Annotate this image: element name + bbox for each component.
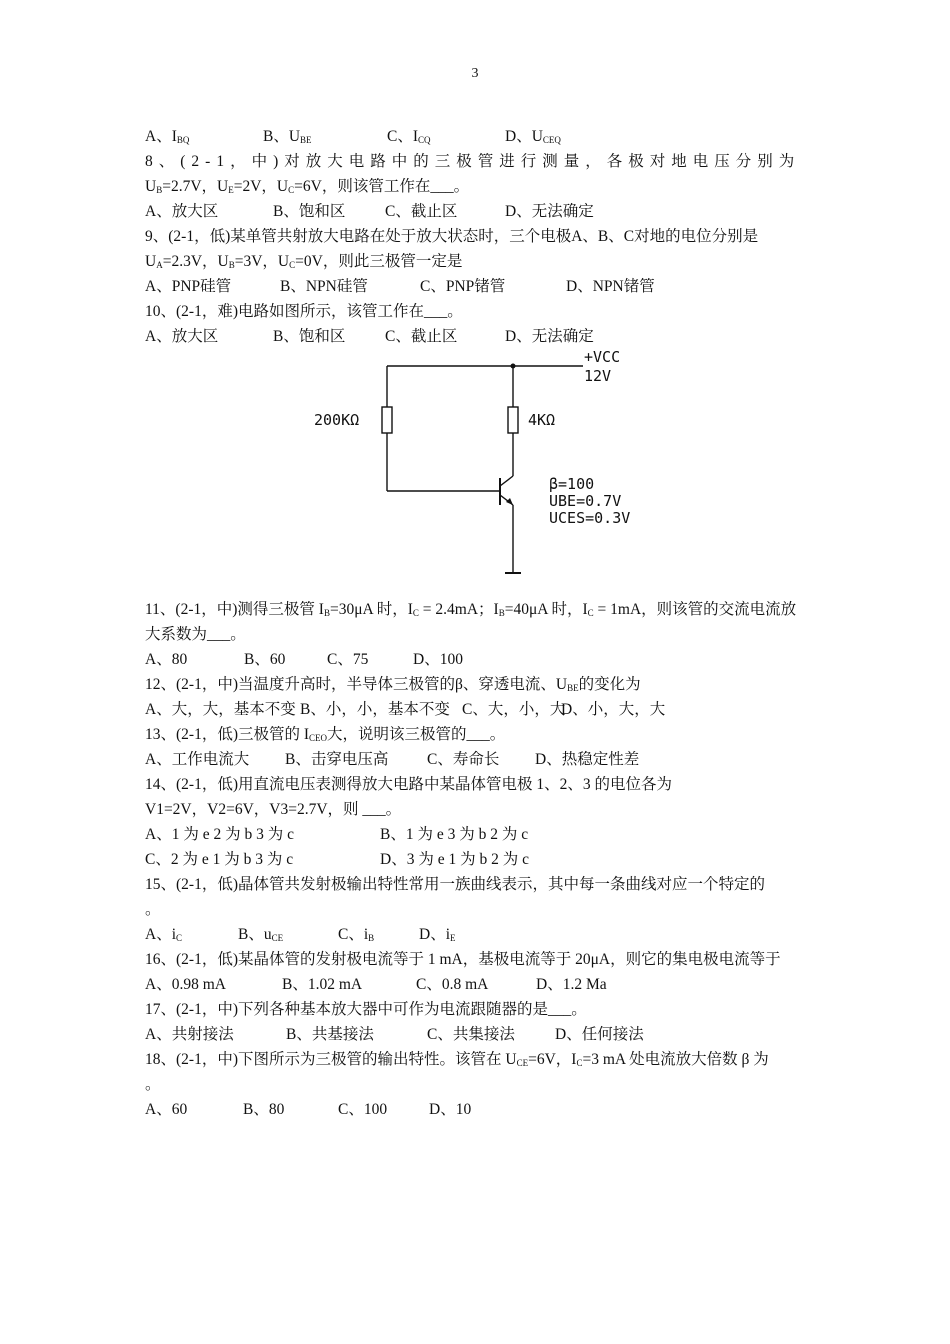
q18-option-a: A、60: [145, 1101, 188, 1118]
q15-option-b: B、$u_{CE}$: [238, 926, 284, 943]
q15-stem-line1: 15、(2-1，低)晶体管共发射极输出特性常用一族曲线表示，其中每一条曲线对应一个特定的: [145, 876, 765, 893]
q7-option-b: B、$U_{BE}$: [263, 128, 312, 145]
q11-option-c: C、75: [327, 651, 369, 668]
q8-option-d: D、无法确定: [505, 203, 594, 220]
q13-option-b: B、击穿电压高: [285, 751, 389, 768]
q15-option-d: D、$i_E$: [419, 926, 456, 943]
q12-stem: 12、(2-1，中)当温度升高时，半导体三极管的β、穿透电流、$U_{BE}$的变化为: [145, 676, 641, 693]
q18-option-b: B、80: [243, 1101, 285, 1118]
q8-stem-line1: 8、(2-1，中)对放大电路中的三极管进行测量，各极对地电压分别为: [145, 153, 801, 170]
q8-stem-line2: $U_B=2.7V$，$U_E=2V$，$U_C=6V$，则该管工作在___。: [145, 178, 470, 195]
q14-option-b: B、1 为 e 3 为 b 2 为 c: [380, 826, 529, 843]
q18-option-d: D、10: [429, 1101, 472, 1118]
q12-option-b: B、小，小，基本不变: [300, 701, 450, 718]
q7-option-c: C、$I_{CQ}$: [387, 128, 431, 145]
q17-option-b: B、共基接法: [286, 1026, 374, 1043]
q17-option-c: C、共集接法: [427, 1026, 515, 1043]
q17-options: [145, 1022, 807, 1047]
transistor-collector: [500, 476, 513, 486]
rc-resistor: [508, 407, 518, 433]
q7-option-d: D、$U_{CEQ}$: [505, 128, 561, 145]
q13-stem: 13、(2-1，低)三极管的 $I_{CEO}$大，说明该三极管的___。: [145, 726, 506, 743]
q7-option-a: A、$I_{BQ}$: [145, 128, 190, 145]
q11-stem-line1: 11、(2-1，中)测得三极管 $I_B=30\mu A$ 时，$I_C = 2.4mA$；$I_B=40\mu A$ 时，$I_C = 1mA$，则该管的交流电流放: [145, 601, 797, 618]
emitter-arrow: [506, 498, 513, 505]
q16-options: [145, 972, 807, 997]
q8-option-a: A、放大区: [145, 203, 219, 220]
q11-option-b: B、60: [244, 651, 286, 668]
uces-label: UCES=0.3V: [549, 509, 631, 527]
q18-stem-line1: 18、(2-1，中)下图所示为三极管的输出特性。该管在 $U_{CE}=6V$，$I_C=3$ mA 处电流放大倍数 β 为: [145, 1051, 769, 1068]
rb-label: 200KΩ: [314, 411, 360, 429]
q8-options: [145, 199, 807, 224]
q9-option-c: C、PNP锗管: [420, 278, 506, 295]
q11-stem-line2: 大系数为___。: [145, 626, 246, 643]
q8-option-b: B、饱和区: [273, 203, 346, 220]
q16-stem: 16、(2-1，低)某晶体管的发射极电流等于 1 mA，基极电流等于 20μA，则它的集电极电流等于: [145, 951, 781, 968]
q18-stem-line2: 。: [145, 1076, 161, 1093]
q17-stem: 17、(2-1，中)下列各种基本放大器中可作为电流跟随器的是___。: [145, 1001, 587, 1018]
q9-option-b: B、NPN硅管: [280, 278, 368, 295]
q10-option-b: B、饱和区: [273, 328, 346, 345]
q12-option-c: C、大，小，大: [462, 701, 566, 718]
q13-option-a: A、工作电流大: [145, 751, 250, 768]
q9-stem-line1: 9、(2-1，低)某单管共射放大电路在处于放大状态时，三个电极A、B、C对地的电位分别是: [145, 228, 759, 245]
q14-stem-line1: 14、(2-1，低)用直流电压表测得放大电路中某晶体管电极 1、2、3 的电位各为: [145, 776, 672, 793]
q12-options: [145, 697, 807, 722]
rc-label: 4KΩ: [528, 411, 556, 429]
beta-label: β=100: [549, 475, 595, 493]
rb-resistor: [382, 407, 392, 433]
q9-option-a: A、PNP硅管: [145, 278, 232, 295]
q9-option-d: D、NPN锗管: [566, 278, 655, 295]
circuit-diagram: [300, 345, 660, 585]
q14-options-row1: [145, 822, 807, 847]
q14-stem-line2: V1=2V，V2=6V，V3=2.7V，则 ___。: [145, 801, 402, 818]
vcc-label: +VCC: [584, 348, 621, 366]
q18-options: [145, 1097, 807, 1122]
q10-option-d: D、无法确定: [505, 328, 594, 345]
q16-option-c: C、0.8 mA: [416, 976, 489, 993]
q7-options: [145, 124, 807, 149]
q16-option-a: A、0.98 mA: [145, 976, 226, 993]
q17-option-a: A、共射接法: [145, 1026, 234, 1043]
q14-option-c: C、2 为 e 1 为 b 3 为 c: [145, 851, 294, 868]
q13-options: [145, 747, 807, 772]
q11-options: [145, 647, 807, 672]
q8-option-c: C、截止区: [385, 203, 458, 220]
q11-option-d: D、100: [413, 651, 463, 668]
q17-option-d: D、任何接法: [555, 1026, 644, 1043]
q11-option-a: A、80: [145, 651, 188, 668]
q15-option-a: A、$i_C$: [145, 926, 183, 943]
q10-option-a: A、放大区: [145, 328, 219, 345]
q12-option-d: D、小，大，大: [561, 701, 666, 718]
question-list: [145, 124, 807, 1122]
q15-stem-line2: 。: [145, 901, 161, 918]
q14-option-d: D、3 为 e 1 为 b 2 为 c: [380, 851, 529, 868]
vcc-value-label: 12V: [584, 367, 612, 385]
q15-option-c: C、$i_B$: [338, 926, 375, 943]
page-number: 3: [471, 66, 479, 81]
junction-dot: [511, 364, 516, 369]
q13-option-c: C、寿命长: [427, 751, 500, 768]
q9-options: [145, 274, 807, 299]
q14-option-a: A、1 为 e 2 为 b 3 为 c: [145, 826, 294, 843]
q10-stem: 10、(2-1，难)电路如图所示，该管工作在___。: [145, 303, 463, 320]
q18-option-c: C、100: [338, 1101, 388, 1118]
q10-option-c: C、截止区: [385, 328, 458, 345]
q14-options-row2: [145, 847, 807, 872]
q16-option-b: B、1.02 mA: [282, 976, 363, 993]
q9-stem-line2: $U_A=2.3V$，$U_B=3V$，$U_C=0V$，则此三极管一定是: [145, 253, 463, 270]
q15-options: [145, 922, 807, 947]
q16-option-d: D、1.2 Ma: [536, 976, 607, 993]
q13-option-d: D、热稳定性差: [535, 751, 640, 768]
q12-option-a: A、大，大，基本不变: [145, 701, 296, 718]
ube-label: UBE=0.7V: [549, 492, 622, 510]
